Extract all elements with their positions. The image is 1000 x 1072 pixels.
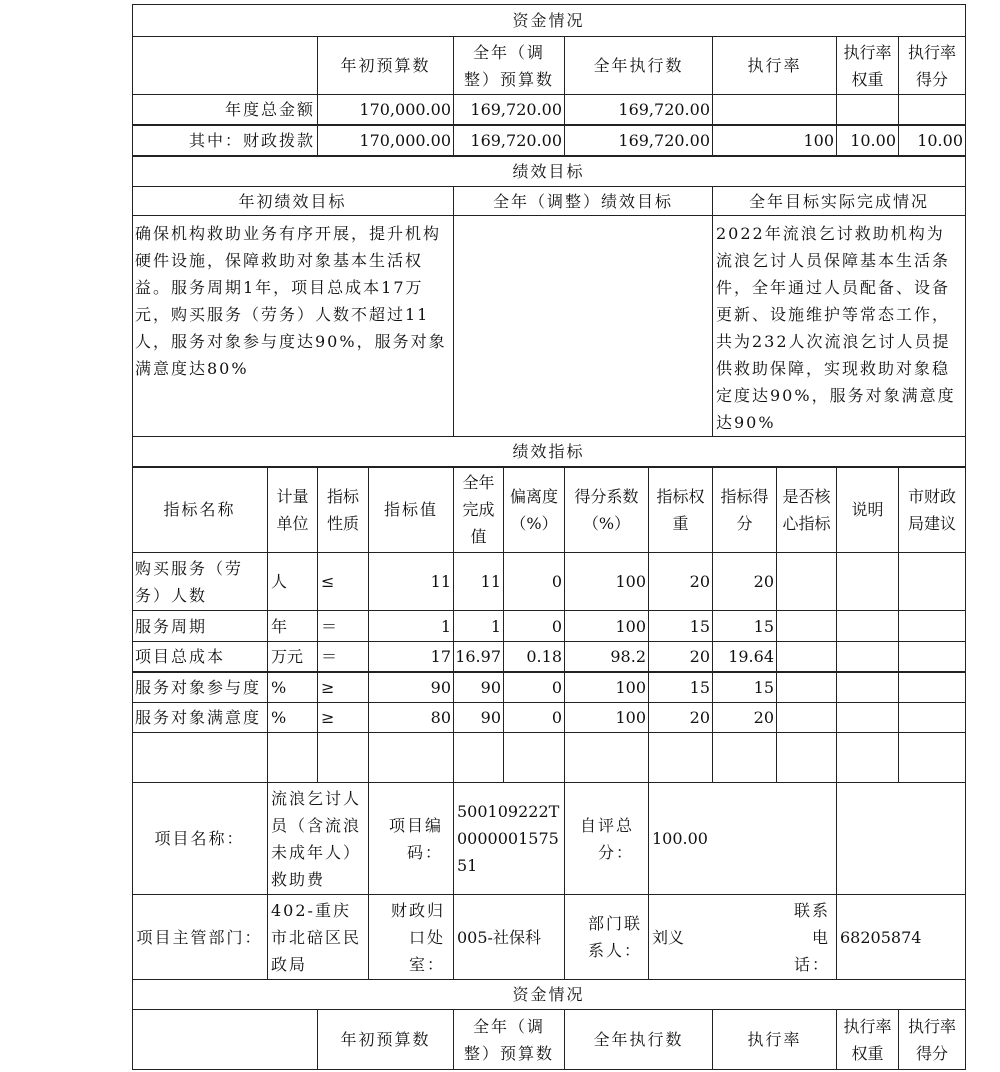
indicator-row-value: 80: [369, 703, 454, 733]
indicator-row-coef: 98.2: [565, 642, 649, 672]
ind-header-value: 指标值: [369, 467, 454, 553]
goals-header-adjusted: 全年（调整）绩效目标: [454, 187, 713, 216]
funds-header-initial-budget-bottom: 年初预算数: [318, 1010, 454, 1070]
ind-header-unit: 计量单位: [268, 467, 318, 553]
indicator-row-weight: 15: [649, 611, 713, 642]
indicator-row-coef: 100: [565, 611, 649, 642]
indicator-empty-cell: [565, 733, 649, 783]
indicator-row-unit: 人: [268, 553, 318, 611]
indicator-row-name: 购买服务（劳务）人数: [132, 553, 268, 611]
indicator-row-name: 项目总成本: [132, 642, 268, 672]
ind-header-suggestion: 市财政局建议: [899, 467, 966, 553]
funds-row-total-weight: [837, 95, 899, 125]
funds-header-adjusted-budget-bottom: 全年（调整）预算数: [454, 1010, 565, 1070]
indicator-row-completed: 16.97: [454, 642, 504, 672]
indicators-section-title: 绩效指标: [132, 437, 966, 467]
indicator-empty-cell: [837, 733, 899, 783]
indicator-row-suggestion: [899, 611, 966, 642]
indicator-row-core: [777, 672, 837, 703]
funds-row-total-label: 年度总金额: [132, 95, 318, 125]
indicator-row-nature: ＝: [318, 642, 369, 672]
goals-section-title: 绩效目标: [132, 156, 966, 187]
indicator-row-value: 11: [369, 553, 454, 611]
funds-header-execution-rate: 执行率: [713, 37, 837, 95]
indicator-row-score: 15: [713, 672, 777, 703]
indicator-row-unit: 万元: [268, 642, 318, 672]
funds-row-total-initial: 170,000.00: [318, 95, 454, 125]
indicator-row-value: 17: [369, 642, 454, 672]
ind-header-core: 是否核心指标: [777, 467, 837, 553]
indicator-row-completed: 1: [454, 611, 504, 642]
indicator-row-score: 20: [713, 703, 777, 733]
indicator-empty-cell: [132, 733, 268, 783]
funds-row-total-executed: 169,720.00: [565, 95, 713, 125]
ind-header-coef: 得分系数（%）: [565, 467, 649, 553]
goals-adjusted-text: [454, 216, 713, 437]
indicator-empty-cell: [369, 733, 454, 783]
indicator-row-name: 服务周期: [132, 611, 268, 642]
funds-row-fiscal-adjusted: 169,720.00: [454, 125, 565, 156]
goals-initial-text: 确保机构救助业务有序开展，提升机构硬件设施，保障救助对象基本生活权益。服务周期1年，项目总成本17万元，购买服务（劳务）人数不超过11人，服务对象参与度达90%，服务对象满意度达80%: [132, 216, 454, 437]
indicator-row-core: [777, 553, 837, 611]
funds-header-blank: [132, 37, 318, 95]
funds-section-title-bottom: 资金情况: [132, 980, 966, 1010]
row-separator-line: [132, 124, 966, 126]
indicator-empty-cell: [318, 733, 369, 783]
finance-office-value: 005-社保科: [454, 895, 565, 980]
indicator-row-deviation: 0: [504, 611, 565, 642]
indicator-row-suggestion: [899, 553, 966, 611]
row-separator-line: [132, 466, 966, 468]
indicator-row-completed: 11: [454, 553, 504, 611]
ind-header-completed: 全年完成值: [454, 467, 504, 553]
indicator-row-weight: 20: [649, 703, 713, 733]
indicator-row-suggestion: [899, 703, 966, 733]
funds-row-fiscal-initial: 170,000.00: [318, 125, 454, 156]
indicator-row-suggestion: [899, 642, 966, 672]
funds-row-fiscal-executed: 169,720.00: [565, 125, 713, 156]
self-score-label: 自评总分：: [565, 783, 649, 895]
project-info-blank: [777, 783, 837, 895]
ind-header-note: 说明: [837, 467, 899, 553]
indicator-empty-cell: [454, 733, 504, 783]
indicator-empty-cell: [268, 733, 318, 783]
finance-office-label: 财政归口处室：: [369, 895, 454, 980]
indicator-row-unit: %: [268, 672, 318, 703]
indicator-empty-cell: [777, 733, 837, 783]
funds-row-total-adjusted: 169,720.00: [454, 95, 565, 125]
indicator-row-deviation: 0: [504, 553, 565, 611]
indicator-row-nature: ≤: [318, 553, 369, 611]
indicator-row-core: [777, 703, 837, 733]
indicator-row-weight: 20: [649, 553, 713, 611]
row-separator-line: [132, 155, 966, 157]
indicator-row-coef: 100: [565, 672, 649, 703]
funds-header-blank-bottom: [132, 1010, 318, 1070]
funds-row-fiscal-rate: 100: [713, 125, 837, 156]
indicator-row-value: 1: [369, 611, 454, 642]
project-name-value: 流浪乞讨人员（含流浪未成年人）救助费: [268, 783, 369, 895]
contact-person-value: 刘义: [649, 895, 777, 980]
indicator-row-note: [837, 611, 899, 642]
indicator-row-name: 服务对象满意度: [132, 703, 268, 733]
indicator-row-note: [837, 672, 899, 703]
department-label: 项目主管部门：: [132, 895, 268, 980]
indicator-row-nature: ＝: [318, 611, 369, 642]
funds-header-rate-score: 执行率得分: [899, 37, 966, 95]
goals-header-actual: 全年目标实际完成情况: [713, 187, 966, 216]
indicator-row-deviation: 0: [504, 703, 565, 733]
indicator-row-note: [837, 703, 899, 733]
phone-value: 68205874: [837, 895, 966, 980]
project-code-label: 项目编码：: [369, 783, 454, 895]
funds-row-fiscal-weight: 10.00: [837, 125, 899, 156]
funds-row-fiscal-score: 10.00: [899, 125, 966, 156]
indicator-row-core: [777, 642, 837, 672]
project-info-blank: [837, 783, 966, 895]
indicator-row-note: [837, 553, 899, 611]
row-separator-line: [132, 671, 966, 673]
indicator-row-deviation: 0: [504, 672, 565, 703]
project-code-value: 500109222T000000157551: [454, 783, 565, 895]
funds-header-rate-weight-bottom: 执行率权重: [837, 1010, 899, 1070]
goals-header-initial: 年初绩效目标: [132, 187, 454, 216]
contact-person-label: 部门联系人：: [565, 895, 649, 980]
funds-row-total-rate: [713, 95, 837, 125]
department-value: 402-重庆市北碚区民政局: [268, 895, 369, 980]
funds-row-total-score: [899, 95, 966, 125]
indicator-row-completed: 90: [454, 672, 504, 703]
indicator-row-core: [777, 611, 837, 642]
funds-header-execution-rate-bottom: 执行率: [713, 1010, 837, 1070]
funds-row-fiscal-label: 其中：财政拨款: [132, 125, 318, 156]
indicator-row-name: 服务对象参与度: [132, 672, 268, 703]
funds-header-adjusted-budget: 全年（调整）预算数: [454, 37, 565, 95]
indicator-row-weight: 20: [649, 642, 713, 672]
funds-header-executed-bottom: 全年执行数: [565, 1010, 713, 1070]
indicator-row-score: 19.64: [713, 642, 777, 672]
ind-header-weight: 指标权重: [649, 467, 713, 553]
indicator-row-coef: 100: [565, 703, 649, 733]
ind-header-deviation: 偏离度（%）: [504, 467, 565, 553]
ind-header-score: 指标得分: [713, 467, 777, 553]
self-score-value: 100.00: [649, 783, 777, 895]
funds-header-rate-weight: 执行率权重: [837, 37, 899, 95]
indicator-row-coef: 100: [565, 553, 649, 611]
indicator-row-nature: ≥: [318, 672, 369, 703]
indicator-row-suggestion: [899, 672, 966, 703]
indicator-row-unit: 年: [268, 611, 318, 642]
indicator-row-weight: 15: [649, 672, 713, 703]
funds-header-executed: 全年执行数: [565, 37, 713, 95]
indicator-row-score: 20: [713, 553, 777, 611]
indicator-empty-cell: [899, 733, 966, 783]
indicator-empty-cell: [713, 733, 777, 783]
indicator-row-note: [837, 642, 899, 672]
indicator-empty-cell: [649, 733, 713, 783]
indicator-row-score: 15: [713, 611, 777, 642]
ind-header-name: 指标名称: [132, 467, 268, 553]
indicator-empty-cell: [504, 733, 565, 783]
ind-header-nature: 指标性质: [318, 467, 369, 553]
funds-header-initial-budget: 年初预算数: [318, 37, 454, 95]
goals-actual-text: 2022年流浪乞讨救助机构为流浪乞讨人员保障基本生活条件，全年通过人员配备、设备更新、设施维护等常态工作，共为232人次流浪乞讨人员提供救助保障，实现救助对象稳定度达90%，服务对象满意度达90%: [713, 216, 966, 437]
phone-label: 联系电话：: [777, 895, 837, 980]
project-name-label: 项目名称：: [132, 783, 268, 895]
indicator-row-unit: %: [268, 703, 318, 733]
indicator-row-nature: ≥: [318, 703, 369, 733]
indicator-row-completed: 90: [454, 703, 504, 733]
indicator-row-deviation: 0.18: [504, 642, 565, 672]
funds-header-rate-score-bottom: 执行率得分: [899, 1010, 966, 1070]
funds-section-title: 资金情况: [132, 4, 966, 37]
indicator-row-value: 90: [369, 672, 454, 703]
